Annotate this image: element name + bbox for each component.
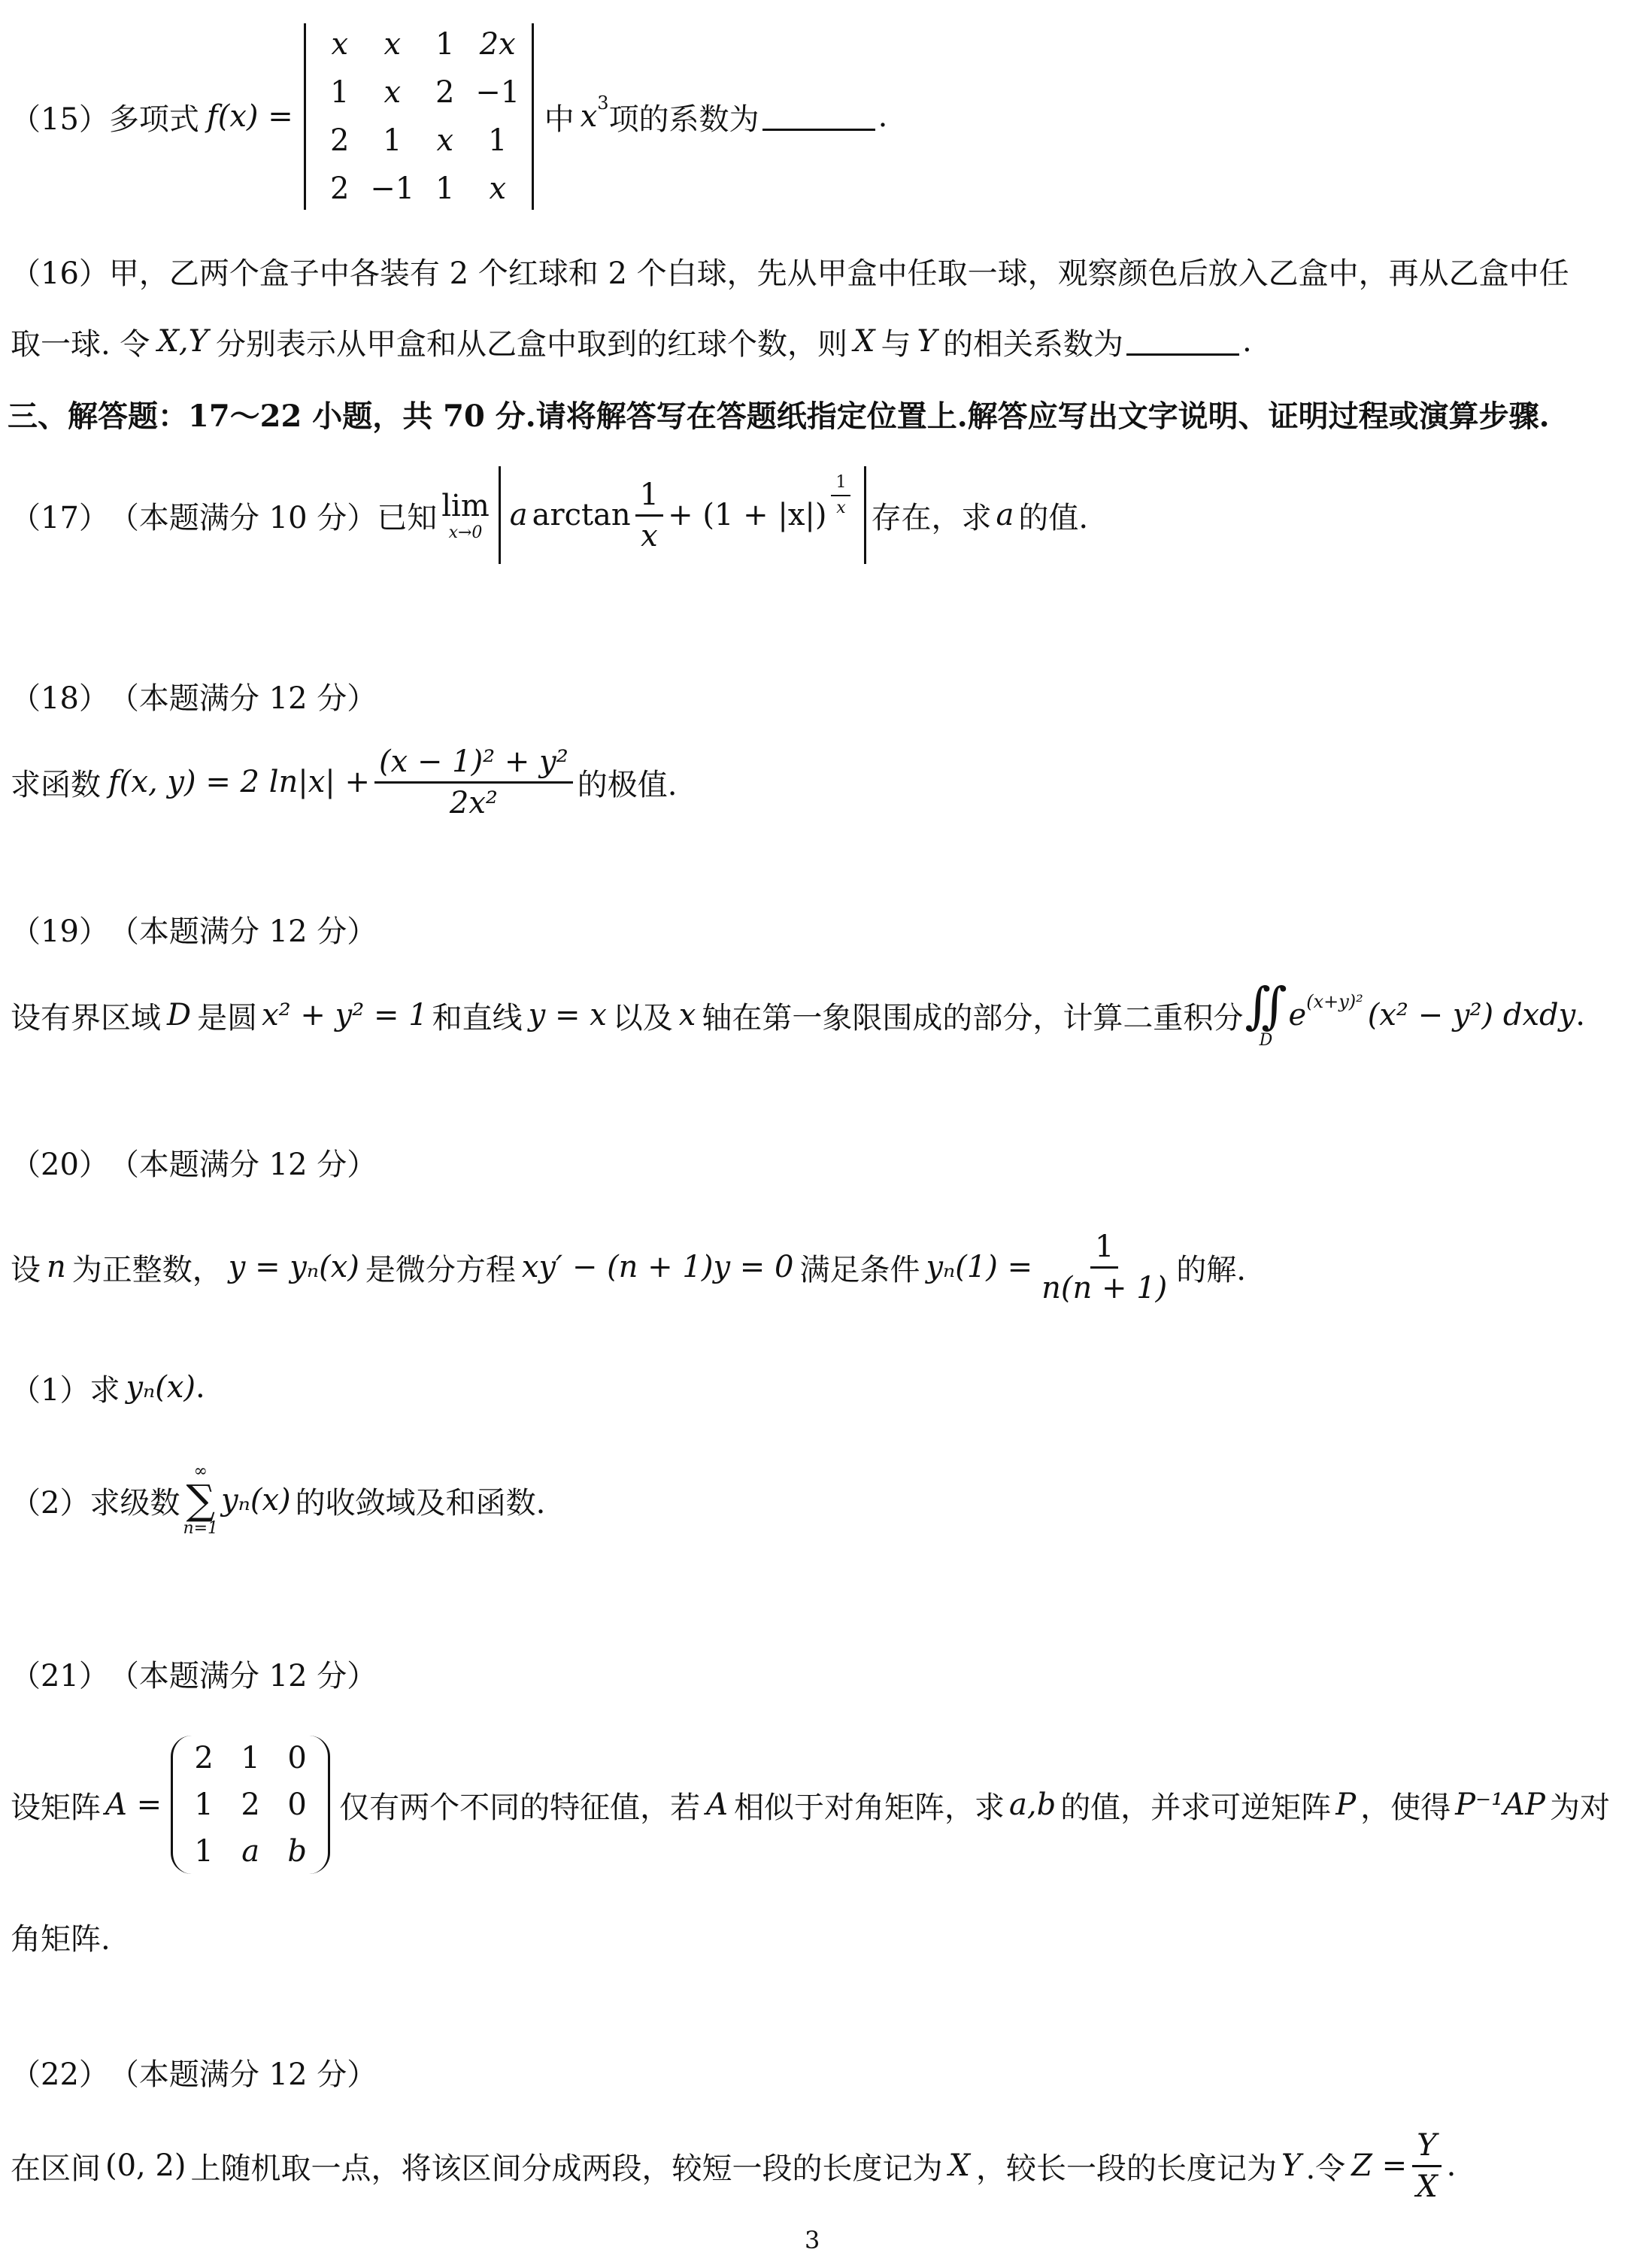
q20-header (11, 1139, 377, 1184)
q16-line1: 甲，乙两个盒子中各装有 2 个红球和 2 个白球，先从甲盒中任取一球，观察颜色后放入乙盒中，再从乙盒中任 (108, 256, 1569, 291)
q20-p1-label: （1）求 (11, 1372, 120, 1408)
q15-x3-exp: 3 (597, 92, 609, 114)
det-cell: x (384, 75, 401, 110)
det-cell: x (331, 27, 348, 62)
integral-subscript: D (1259, 1030, 1273, 1050)
q21-matrix (171, 1736, 330, 1874)
q16-line2a: 取一球. 令 (11, 326, 150, 362)
det-cell: x (436, 123, 453, 158)
q22-score: （本题满分 12 分） (108, 2057, 377, 2092)
q21-t4: 的值，并求可逆矩阵 (1060, 1790, 1332, 1825)
q20-part2 (11, 1455, 545, 1545)
q18-number: （18） (11, 681, 109, 716)
q15-determinant (304, 23, 534, 210)
q16-end: . (1241, 324, 1252, 359)
q16-Y: Y (917, 324, 937, 359)
det-cell: −1 (370, 171, 415, 206)
q19-D: D (167, 998, 192, 1032)
det-cell: 1 (435, 27, 455, 62)
fraction-numerator: Y (1412, 2129, 1441, 2167)
q19-integrand-base: e (1288, 998, 1307, 1032)
q19-xaxis: x (678, 998, 696, 1032)
q18-end: 的极值. (577, 767, 678, 802)
det-cell: 1 (435, 171, 455, 206)
q19-t4: 以及 (612, 1000, 673, 1035)
q19-line-eq: y = x (528, 998, 607, 1032)
q16-X: X (853, 324, 875, 359)
q19-body (11, 970, 1585, 1060)
q19-t3: 和直线 (432, 1000, 523, 1035)
q21-line2 (11, 1914, 111, 1959)
q22-t3: ，较长一段的长度记为 (976, 2151, 1278, 2186)
q22-t1: 在区间 (11, 2151, 101, 2186)
q22-body (11, 2121, 1456, 2211)
q21-score: （本题满分 12 分） (108, 1658, 377, 1693)
integral-sign: ∬ (1244, 976, 1287, 1035)
sum-upper: ∞ (193, 1462, 208, 1481)
q19-score: （本题满分 12 分） (108, 914, 377, 949)
q21-header (11, 1651, 377, 1696)
q19-end: . (1575, 998, 1585, 1032)
q20-t1: 设 (11, 1252, 41, 1287)
q22-Y: Y (1281, 2148, 1302, 2183)
exponent-numerator: 1 (831, 474, 850, 496)
q20-p2-label: （2）求级数 (11, 1485, 180, 1521)
q17 (11, 462, 1088, 568)
det-cell: 1 (329, 75, 350, 110)
q22-X: X (948, 2148, 971, 2183)
q19-t5: 轴在第一象限围成的部分，计算二重积分 (702, 1000, 1244, 1035)
fraction-denominator: x (641, 518, 658, 553)
q17-bracket (499, 466, 867, 564)
q16-answer-blank[interactable] (1126, 328, 1239, 356)
q22-interval: (0, 2) (105, 2148, 186, 2183)
q20-ode: xy′ − (n + 1)y = 0 (521, 1250, 794, 1284)
q20-score: （本题满分 12 分） (108, 1147, 377, 1182)
q17-number: （17） (11, 500, 109, 535)
exponent-denominator: x (836, 499, 846, 517)
q16-number: （16） (11, 256, 109, 291)
q22-Z: Z = (1351, 2148, 1408, 2183)
q20-yn-eq: y = yₙ(x) (228, 1250, 359, 1284)
q17-fraction (635, 478, 663, 553)
q15-text-end: 项的系数为 (608, 102, 759, 137)
q18-header (11, 673, 377, 718)
q18-text: 求函数 (11, 767, 101, 802)
q22-t4: .令 (1305, 2151, 1346, 2186)
q15-number: （15） (11, 102, 109, 137)
q21-body (11, 1730, 1610, 1880)
matrix-cell: 2 (241, 1787, 260, 1822)
q15-text: 多项式 (108, 102, 199, 137)
q21-A: A (706, 1787, 729, 1822)
q20-body (11, 1218, 1246, 1316)
det-cell: 1 (487, 123, 508, 158)
det-cell: −1 (475, 75, 520, 110)
q16-vars: X,Y (157, 324, 209, 359)
q20-t2: 为正整数， (71, 1252, 223, 1287)
q17-limit (441, 489, 490, 542)
lim-label: lim (441, 488, 490, 523)
q20-t3: 是微分方程 (365, 1252, 516, 1287)
q17-exponent (831, 474, 850, 517)
q20-t5: 的解. (1176, 1252, 1246, 1287)
det-cell: x (489, 171, 506, 206)
q19-integrand-rest: (x² − y²) dxdy (1367, 998, 1576, 1032)
q16-with: 与 (881, 326, 911, 362)
q21-pap: P⁻¹AP (1455, 1787, 1545, 1822)
q17-score: （本题满分 10 分） (108, 500, 377, 535)
q15-x3-base: x (580, 99, 598, 134)
q21-number: （21） (11, 1658, 109, 1693)
q18-lhs: f(x, y) = 2 ln|x| + (108, 765, 371, 799)
q19-t2: 是圆 (197, 1000, 258, 1035)
matrix-cell: 1 (194, 1834, 214, 1869)
q19-circle: x² + y² = 1 (262, 998, 428, 1032)
q17-a2: a (996, 498, 1014, 532)
fraction-denominator: n(n + 1) (1041, 1270, 1168, 1305)
q18-score: （本题满分 12 分） (108, 681, 377, 716)
q15-end: . (878, 99, 888, 134)
q19-number: （19） (11, 914, 109, 949)
q20-part1 (11, 1365, 205, 1410)
q19-double-integral (1244, 976, 1287, 1050)
matrix-cell: 1 (241, 1741, 260, 1775)
q22-header (11, 2049, 377, 2094)
page-number: 3 (805, 2226, 820, 2254)
q20-number: （20） (11, 1147, 109, 1182)
q21-t1: 设矩阵 (11, 1790, 101, 1825)
q15-answer-blank[interactable] (762, 103, 875, 131)
matrix-cell: a (241, 1834, 260, 1869)
q21-ab: a,b (1009, 1787, 1057, 1822)
q21-t3: 相似于对角矩阵，求 (734, 1790, 1005, 1825)
det-cell: 2x (479, 27, 516, 62)
q15-lhs: f(x) = (206, 99, 293, 134)
fraction-numerator: 1 (635, 478, 663, 517)
det-cell: 2 (329, 123, 350, 158)
q18-body (11, 737, 678, 827)
fraction-numerator: (x − 1)² + y² (374, 745, 573, 784)
section-heading-text: 三、解答题：17～22 小题，共 70 分.请将解答写在答题纸指定位置上.解答应写出文字说明、证明过程或演算步骤. (8, 398, 1550, 434)
q15-text-after: 中 (544, 102, 574, 137)
q20-n: n (47, 1250, 66, 1284)
q21-lhs: A = (105, 1787, 162, 1822)
q17-arctan: arctan (532, 498, 631, 532)
q17-text: 已知 (377, 500, 438, 535)
q17-plus-part: + (1 + |x|) (668, 498, 827, 532)
q16 (11, 248, 1569, 364)
q16-line2c: 的相关系数为 (942, 326, 1123, 362)
q19-integrand-exp: (x+y)² (1306, 991, 1363, 1012)
q21-line2-text: 角矩阵. (11, 1921, 111, 1957)
q20-cond: yₙ(1) = (926, 1250, 1033, 1284)
q22-fraction (1411, 2129, 1442, 2203)
q21-t2: 仅有两个不同的特征值，若 (339, 1790, 701, 1825)
q22-t2: 上随机取一点，将该区间分成两段，较短一段的长度记为 (190, 2151, 943, 2186)
matrix-cell: 1 (194, 1787, 214, 1822)
q20-p1-expr: yₙ(x) (126, 1370, 196, 1405)
matrix-cell: 2 (194, 1741, 214, 1775)
q19-header (11, 906, 377, 951)
q20-p1-end: . (196, 1370, 205, 1405)
q19-t1: 设有界区域 (11, 1000, 161, 1035)
det-cell: 2 (329, 171, 350, 206)
q20-summation (183, 1463, 218, 1537)
q21-t6: 为对 (1549, 1790, 1610, 1825)
det-cell: 1 (382, 123, 402, 158)
q20-t4: 满足条件 (799, 1252, 920, 1287)
q16-line2b: 分别表示从甲盒和从乙盒中取到的红球个数，则 (216, 326, 848, 362)
q15 (11, 15, 887, 218)
sum-sign: ∑ (186, 1476, 216, 1524)
q18-fraction (374, 745, 573, 820)
q22-end: . (1446, 2148, 1457, 2183)
fraction-denominator: X (1416, 2169, 1438, 2204)
q20-p2-end: 的收敛域及和函数. (295, 1485, 546, 1521)
q22-number: （22） (11, 2057, 109, 2092)
matrix-cell: b (287, 1834, 307, 1869)
q17-end: 的值. (1018, 500, 1089, 535)
det-cell: x (384, 27, 401, 62)
q20-p2-expr: yₙ(x) (221, 1483, 291, 1518)
q17-text-after: 存在，求 (871, 500, 992, 535)
det-cell: 2 (435, 75, 455, 110)
matrix-cell: 0 (287, 1787, 307, 1822)
q21-P: P (1335, 1787, 1357, 1822)
q21-t5: ，使得 (1360, 1790, 1451, 1825)
section-heading (8, 391, 1550, 436)
lim-subscript: x→0 (448, 523, 483, 542)
q20-fraction (1037, 1230, 1172, 1305)
matrix-cell: 0 (287, 1741, 307, 1775)
fraction-numerator: 1 (1090, 1230, 1118, 1269)
fraction-denominator: 2x² (449, 785, 498, 820)
sum-lower: n=1 (183, 1519, 219, 1538)
q17-a: a (509, 498, 528, 532)
